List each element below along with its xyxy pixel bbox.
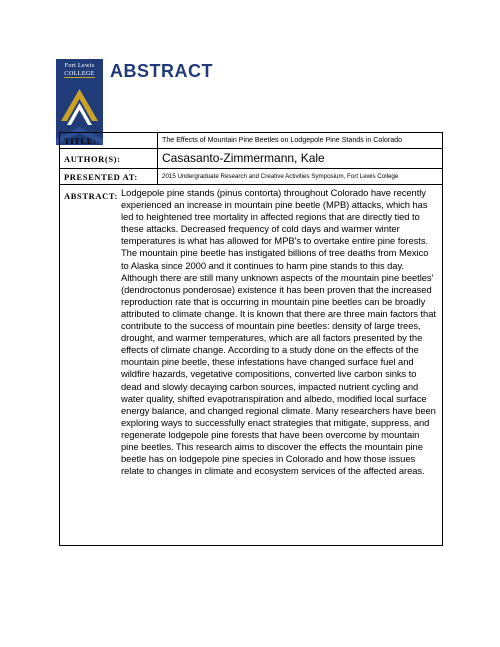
title-label: TITLE: [64, 136, 97, 146]
presented-label: PRESENTED AT: [64, 172, 138, 182]
logo-line-1: Fort Lewis [64, 62, 95, 69]
abstract-label: ABSTRACT: [64, 191, 118, 201]
presented-row [60, 169, 442, 185]
logo-line-2: COLLEGE [64, 69, 95, 77]
authors-value: Casasanto-Zimmermann, Kale [162, 151, 325, 165]
abstract-body: Lodgepole pine stands (pinus contorta) throughout Colorado have recently experienced an increase in mountain pine beetle (MPB) attacks, which has led to heightened tree mortality in affected regions that are directly tied to these attacks. Decreased frequency of cold days and warmer winter temperatures is what has allowed for MPB's to overtake entire pine forests. The mountain pine beetle has instigated billions of tree deaths from Mexico to Alaska since 2000 and it continues to harm pine stands to this day. Although there are still many unknown aspects of the mountain pine beetles' (dendroctonus ponderosae) existence it has been proven that the increased reproduction rate that is occurring in mountain pine beetles can be broadly attributed to climate change. It is known that there are three main factors that contribute to the success of mountain pine beetles: density of large trees, drought, and warmer temperatures, which are all factors presented by the effects of climate change. According to a study done on the effects of the mountain pine beetle, these infestations have changed surface fuel and wildfire hazards, vegetative compositions, converted live carbon sinks to dead and slowly decaying carbon sources, impacted nutrient cycling and water quality, shifted evapotranspiration and albedo, modified local surface energy balance, and changed regional climate. Many researchers have been exploring ways to successfully enact strategies that mitigate, suppress, and regenerate lodgepole pine forests that have been overcome by mountain pine beetles. This research aims to discover the effects the mountain pine beetle has on lodgepole pine species in Colorado and how those issues relate to changes in climate and ecosystem services of the affected areas. [121, 187, 436, 477]
title-row [60, 133, 442, 149]
title-value: The Effects of Mountain Pine Beetles on Lodgepole Pine Stands in Colorado [162, 136, 403, 144]
column-divider [157, 133, 158, 185]
page-heading: ABSTRACT [110, 61, 213, 81]
abstract-form [59, 132, 443, 546]
presented-value: 2015 Undergraduate Research and Creative Activities Symposium, Fort Lewis College [162, 173, 399, 180]
authors-row [60, 149, 442, 169]
authors-label: AUTHOR(S): [64, 154, 121, 164]
